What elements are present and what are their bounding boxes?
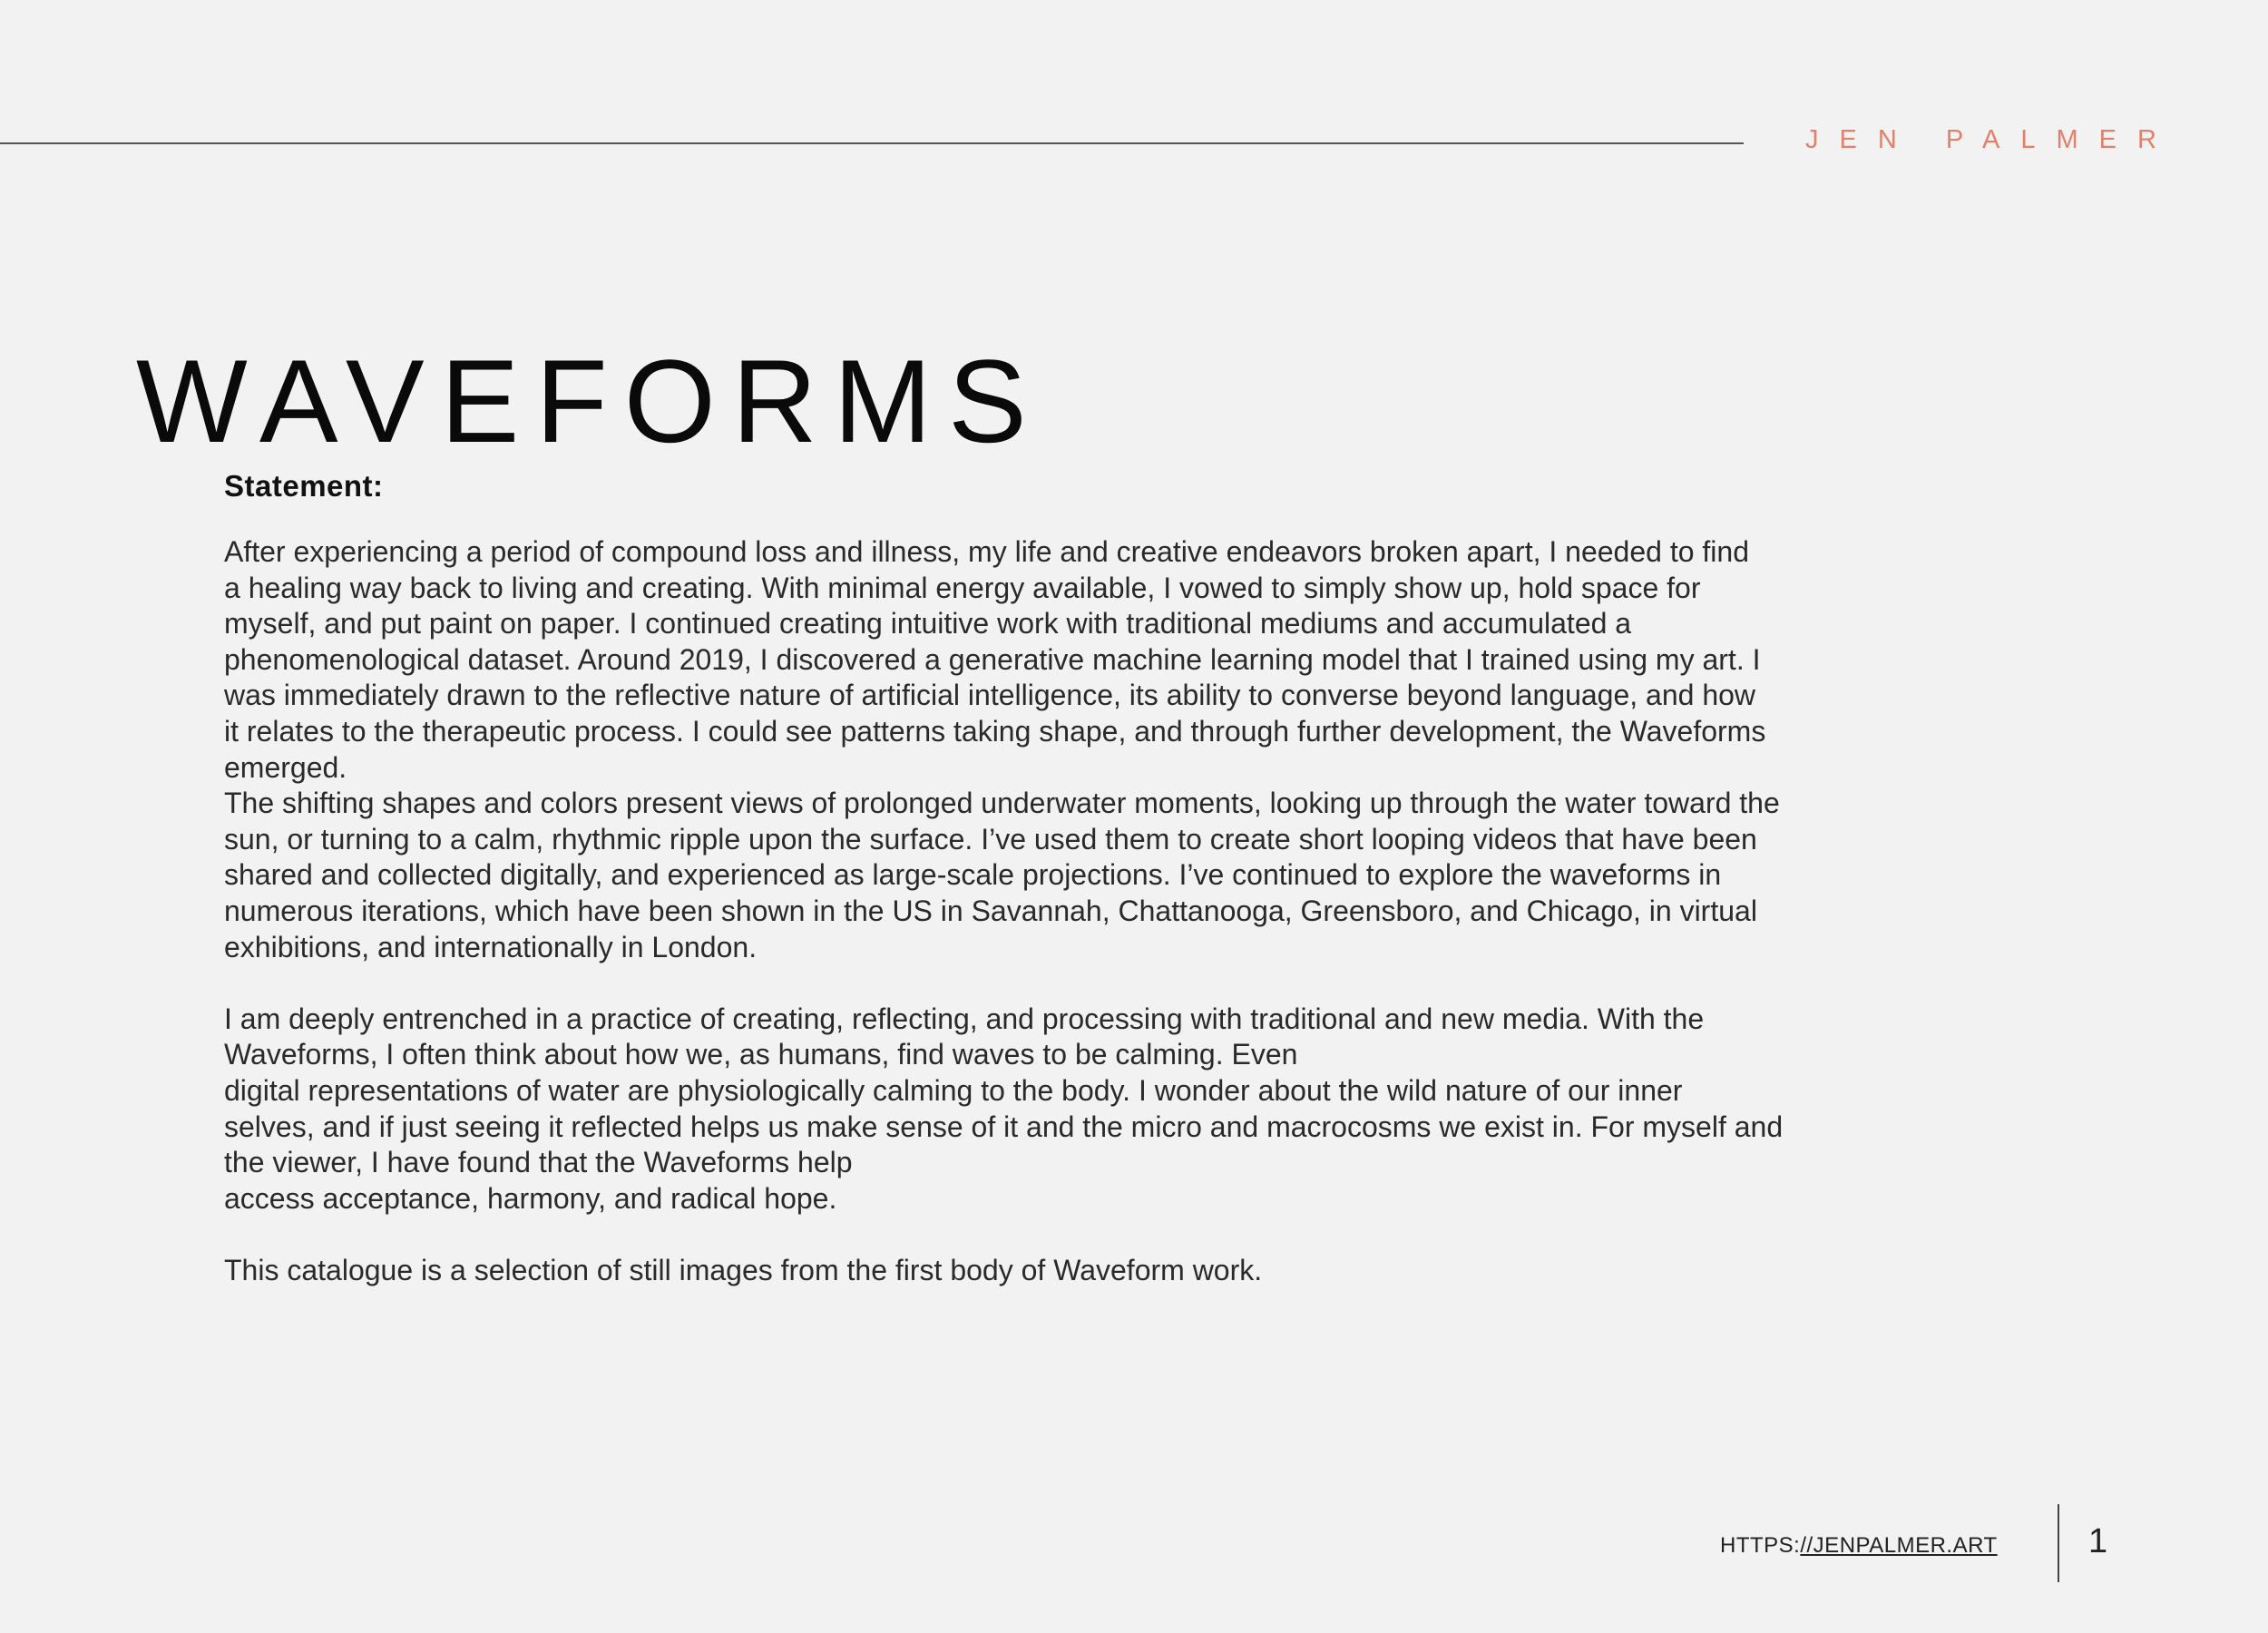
footer-divider bbox=[2058, 1504, 2059, 1582]
statement-line: I am deeply entrenched in a practice of creating, reflecting, and processing with traditional and new media. With the bbox=[224, 1002, 1705, 1035]
statement-line: selves, and if just seeing it reflected helps us make sense of it and the micro and macrocosms we exist in. For myself and bbox=[224, 1110, 1784, 1143]
statement-line: emerged. bbox=[224, 750, 347, 784]
header-rule bbox=[0, 142, 1744, 144]
statement-line: it relates to the therapeutic process. I could see patterns taking shape, and through further development, the Waveforms bbox=[224, 714, 1766, 748]
paragraph-gap bbox=[224, 1217, 2066, 1253]
statement-line: the viewer, I have found that the Waveforms help bbox=[224, 1146, 853, 1179]
statement-line: access acceptance, harmony, and radical hope. bbox=[224, 1181, 837, 1215]
statement-line: The shifting shapes and colors present views of prolonged underwater moments, looking up through the water toward the bbox=[224, 787, 1780, 820]
author-name: JEN PALMER bbox=[1805, 125, 2177, 154]
statement-line: myself, and put paint on paper. I continued creating intuitive work with traditional mediums and accumulated a bbox=[224, 607, 1632, 640]
statement-line: was immediately drawn to the reflective nature of artificial intelligence, its ability to converse beyond language, and how bbox=[224, 679, 1756, 712]
page-title: WAVEFORMS bbox=[136, 335, 1043, 468]
statement-heading: Statement: bbox=[224, 469, 384, 503]
statement-body bbox=[224, 534, 2066, 1288]
statement-line: shared and collected digitally, and experienced as large-scale projections. I’ve continued to explore the waveforms in bbox=[224, 858, 1722, 892]
page-number: 1 bbox=[2088, 1522, 2108, 1560]
statement-line: numerous iterations, which have been shown in the US in Savannah, Chattanooga, Greensboro, and Chicago, in virtual bbox=[224, 894, 1757, 927]
website-link-prefix: HTTPS: bbox=[1720, 1533, 1801, 1558]
statement-line: a healing way back to living and creating. With minimal energy available, I vowed to simply show up, hold space for bbox=[224, 571, 1701, 604]
statement-section bbox=[224, 464, 2066, 1288]
website-link[interactable] bbox=[1720, 1533, 1998, 1559]
paragraph-gap bbox=[224, 965, 2066, 1002]
statement-line: exhibitions, and internationally in London. bbox=[224, 930, 758, 963]
statement-line: phenomenological dataset. Around 2019, I discovered a generative machine learning model that I trained using my art. I bbox=[224, 642, 1761, 676]
statement-line: After experiencing a period of compound loss and illness, my life and creative endeavors broken apart, I needed to find bbox=[224, 535, 1749, 568]
statement-line: sun, or turning to a calm, rhythmic ripple upon the surface. I’ve used them to create short looping videos that have been bbox=[224, 822, 1757, 856]
statement-line: This catalogue is a selection of still images from the first body of Waveform work. bbox=[224, 1253, 1263, 1286]
statement-line: Waveforms, I often think about how we, as humans, find waves to be calming. Even bbox=[224, 1038, 1298, 1071]
website-link-domain: //JENPALMER.ART bbox=[1800, 1533, 1998, 1558]
statement-line: digital representations of water are physiologically calming to the body. I wonder about the wild nature of our inner bbox=[224, 1073, 1683, 1107]
